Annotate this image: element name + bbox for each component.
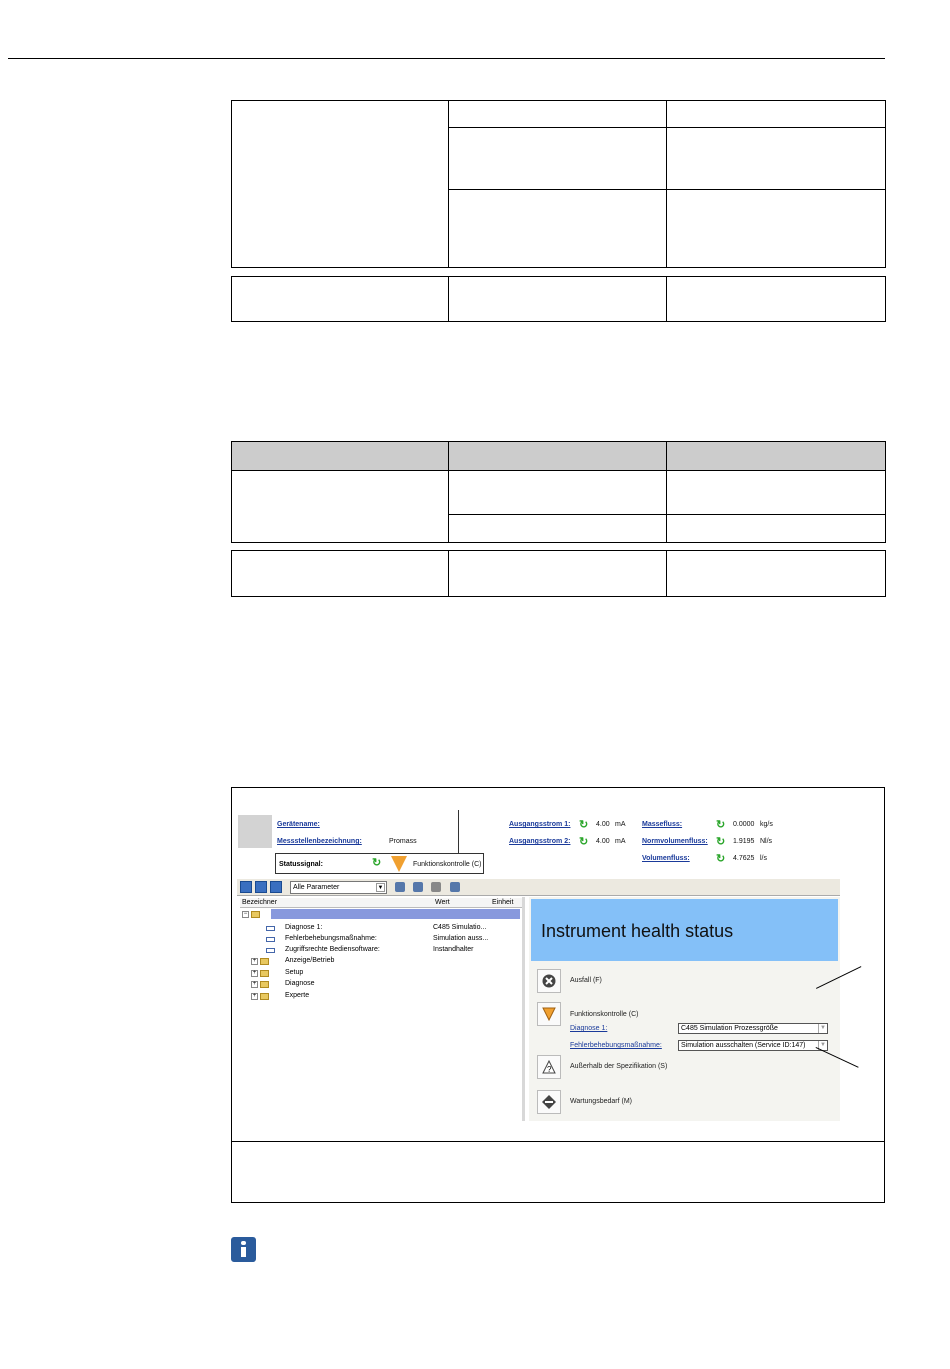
table-cell [667, 128, 886, 190]
geraetename-label[interactable]: Gerätename: [277, 821, 320, 828]
folder-icon [260, 958, 269, 965]
table-cell [667, 101, 886, 128]
table-cell [232, 551, 449, 597]
layout-1-icon[interactable] [240, 881, 252, 893]
table-1 [231, 100, 886, 268]
status-ausfall: Ausfall (F) [570, 977, 602, 984]
expand-icon[interactable]: + [252, 970, 257, 976]
status-ausserhalb-spezifikation: Außerhalb der Spezifikation (S) [570, 1063, 668, 1070]
table-4 [231, 550, 886, 597]
parameter-icon [266, 926, 275, 931]
help-icon[interactable] [450, 882, 460, 892]
table-cell [449, 190, 667, 268]
table-cell [667, 551, 886, 597]
ausgangsstrom-1-label[interactable]: Ausgangsstrom 1: [509, 821, 571, 828]
massefluss-label[interactable]: Massefluss: [642, 821, 683, 828]
status-signal-box [275, 853, 484, 874]
table-header-cell [232, 442, 449, 471]
volumenfluss-unit: l/s [760, 855, 767, 862]
param-value: C485 Simulatio... [433, 924, 487, 931]
function-check-icon [391, 856, 407, 872]
diagnose-link[interactable]: Diagnose 1: [570, 1025, 608, 1032]
refresh-icon: ↻ [579, 836, 589, 848]
table-cell [232, 101, 449, 268]
figure-frame [231, 787, 885, 1203]
table-cell [232, 277, 449, 322]
expand-icon[interactable]: + [252, 981, 257, 987]
ausgangsstrom-2-value: 4.00 [596, 838, 610, 845]
failure-icon [537, 969, 561, 993]
column-wert[interactable]: Wert [435, 899, 450, 906]
folder-icon [251, 911, 260, 918]
table-cell [449, 515, 667, 543]
device-header [237, 810, 840, 878]
folder-label: Setup [285, 969, 304, 976]
statussignal-label: Statussignal: [279, 861, 323, 868]
folder-label: Experte [285, 992, 310, 999]
normvolumenfluss-label[interactable]: Normvolumenfluss: [642, 838, 708, 845]
table-cell [449, 101, 667, 128]
health-header [531, 899, 838, 961]
diagnose-value: C485 Simulation Prozessgröße [681, 1025, 778, 1032]
massefluss-value: 0.0000 [733, 821, 755, 828]
table-2 [231, 276, 886, 322]
header-divider [458, 810, 459, 854]
ausgangsstrom-2-unit: mA [615, 838, 626, 845]
health-status-panel [529, 897, 840, 1121]
table-3 [231, 441, 886, 543]
column-einheit[interactable]: Einheit [492, 899, 514, 906]
refresh-icon: ↻ [716, 819, 726, 831]
param-name: Fehlerbehebungsmaßnahme: [285, 935, 377, 942]
table-cell [232, 471, 449, 543]
status-funktionskontrolle: Funktionskontrolle (C) [570, 1011, 639, 1018]
param-name: Diagnose 1: [285, 924, 323, 931]
table-cell [667, 471, 886, 515]
layout-3-icon[interactable] [270, 881, 282, 893]
device-image [238, 815, 272, 848]
tree-root-selected[interactable] [271, 909, 520, 919]
folder-label: Diagnose [285, 980, 315, 987]
header-rule [8, 58, 885, 59]
remedy-value: Simulation ausschalten (Service ID:147) [681, 1042, 806, 1049]
info-icon [231, 1237, 256, 1262]
statussignal-value: Funktionskontrolle (C) [413, 861, 482, 868]
remedy-field[interactable] [678, 1040, 828, 1051]
chevron-down-icon: ▼ [818, 1024, 827, 1033]
volumenfluss-value: 4.7625 [733, 855, 755, 862]
ausgangsstrom-1-unit: mA [615, 821, 626, 828]
chevron-down-icon: ▼ [377, 885, 384, 891]
param-name: Zugriffsrechte Bediensoftware: [285, 946, 380, 953]
parameter-filter-select[interactable] [290, 881, 387, 894]
out-of-spec-icon [537, 1055, 561, 1079]
parameter-icon [266, 948, 275, 953]
collapse-icon[interactable]: − [243, 911, 248, 917]
parameter-filter-value: Alle Parameter [293, 884, 340, 891]
table-cell [449, 551, 667, 597]
health-title: Instrument health status [541, 921, 734, 941]
table-cell [667, 190, 886, 268]
volumenfluss-label[interactable]: Volumenfluss: [642, 855, 690, 862]
status-wartungsbedarf: Wartungsbedarf (M) [570, 1098, 632, 1105]
tool-icon[interactable] [395, 882, 405, 892]
print-icon[interactable] [431, 882, 441, 892]
expand-icon[interactable]: + [252, 993, 257, 999]
function-check-icon [537, 1002, 561, 1026]
folder-icon [260, 970, 269, 977]
param-value: Simulation auss... [433, 935, 489, 942]
table-cell [449, 471, 667, 515]
massefluss-unit: kg/s [760, 821, 773, 828]
software-screenshot [237, 810, 840, 1121]
table-cell [449, 277, 667, 322]
parameter-icon [266, 937, 275, 942]
messstelle-value: Promass [389, 838, 417, 845]
column-bezeichner[interactable]: Bezeichner [242, 899, 278, 906]
folder-label: Anzeige/Betrieb [285, 957, 335, 964]
table-cell [449, 128, 667, 190]
table-header-cell [667, 442, 886, 471]
clipboard-icon[interactable] [413, 882, 423, 892]
maintenance-icon [537, 1090, 561, 1114]
refresh-icon: ↻ [716, 853, 726, 865]
param-value: Instandhalter [433, 946, 474, 953]
table-cell [667, 277, 886, 322]
folder-icon [260, 981, 269, 988]
ausgangsstrom-1-value: 4.00 [596, 821, 610, 828]
diagnose-field[interactable] [678, 1023, 828, 1034]
tree-header [240, 898, 522, 908]
caption-divider [232, 1141, 884, 1142]
svg-text:?: ? [547, 1065, 552, 1074]
toolbar [237, 879, 840, 896]
expand-icon[interactable]: + [252, 958, 257, 964]
normvolumenfluss-value: 1.9195 [733, 838, 755, 845]
table-header-cell [449, 442, 667, 471]
parameter-tree [237, 897, 525, 1121]
table-cell [667, 515, 886, 543]
ausgangsstrom-2-label[interactable]: Ausgangsstrom 2: [509, 838, 571, 845]
folder-icon [260, 993, 269, 1000]
refresh-icon: ↻ [372, 857, 382, 869]
normvolumenfluss-unit: Nl/s [760, 838, 773, 845]
chevron-down-icon: ▼ [818, 1041, 827, 1050]
remedy-link[interactable]: Fehlerbehebungsmaßnahme: [570, 1042, 662, 1049]
messstelle-label[interactable]: Messstellenbezeichnung: [277, 838, 362, 845]
refresh-icon: ↻ [716, 836, 726, 848]
refresh-icon: ↻ [579, 819, 589, 831]
layout-2-icon[interactable] [255, 881, 267, 893]
